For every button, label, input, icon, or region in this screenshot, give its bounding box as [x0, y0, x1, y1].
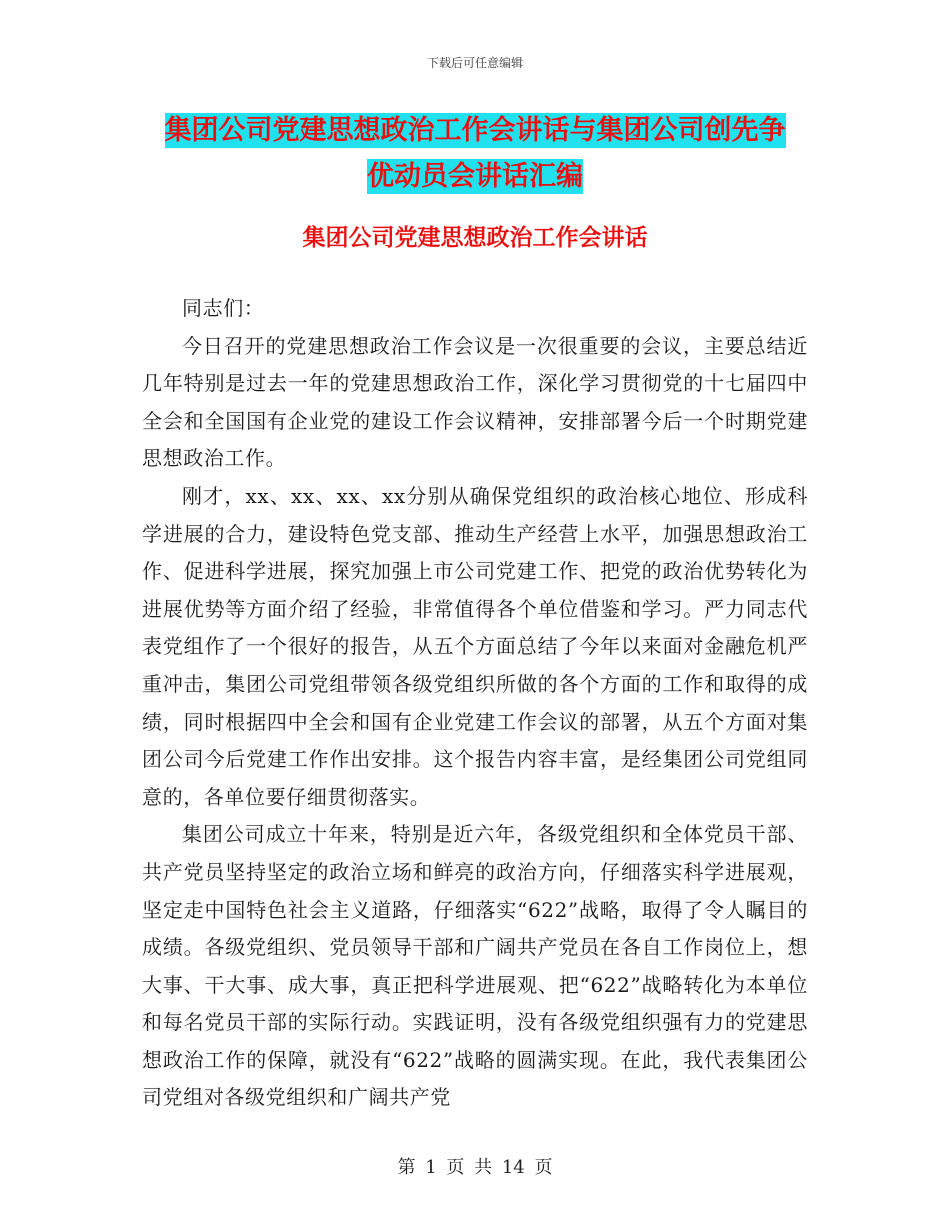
body-paragraph: 今日召开的党建思想政治工作会议是一次很重要的会议，主要总结近几年特别是过去一年的党建思想政治工作，深化学习贯彻党的十七届四中全会和全国国有企业党的建设工作会议精神，安排部署今后一个时期党建思想政治工作。: [142, 333, 808, 471]
document-body: [142, 290, 808, 1117]
body-paragraph: 刚才，xx、xx、xx、xx分别从确保党组织的政治核心地位、形成科学进展的合力，建设特色党支部、推动生产经营上水平，加强思想政治工作、促进科学进展，探究加强上市公司党建工作、把党的政治优势转化为进展优势等方面介绍了经验，非常值得各个单位借鉴和学习。严力同志代表党组作了一个很好的报告，从五个方面总结了今年以来面对金融危机严重冲击，集团公司党组带领各级党组织所做的各个方面的工作和取得的成绩，同时根据四中全会和国有企业党建工作会议的部署，从五个方面对集团公司今后党建工作作出安排。这个报告内容丰富，是经集团公司党组同意的，各单位要仔细贯彻落实。: [142, 483, 808, 809]
main-title-line-2: 优动员会讲话汇编: [367, 161, 583, 192]
page-number-footer: 第 1 页 共 14 页: [397, 1157, 553, 1178]
main-title-line-1: 集团公司党建思想政治工作会讲话与集团公司创先争: [164, 115, 786, 146]
section-title: 集团公司党建思想政治工作会讲话: [302, 225, 648, 251]
document-main-title: [140, 108, 810, 200]
body-paragraph: 集团公司成立十年来，特别是近六年，各级党组织和全体党员干部、共产党员坚持坚定的政治立场和鲜亮的政治方向，仔细落实科学进展观，坚定走中国特色社会主义道路，仔细落实“622”战略，取得了令人瞩目的成绩。各级党组织、党员领导干部和广阔共产党员在各自工作岗位上，想大事、干大事、成大事，真正把科学进展观、把“622”战略转化为本单位和每名党员干部的实际行动。实践证明，没有各级党组织强有力的党建思想政治工作的保障，就没有“622”战略的圆满实现。在此，我代表集团公司党组对各级党组织和广阔共产党: [142, 822, 808, 1110]
salutation-paragraph: 同志们：: [182, 296, 265, 320]
page-header-note: 下载后可任意编辑: [426, 56, 523, 70]
